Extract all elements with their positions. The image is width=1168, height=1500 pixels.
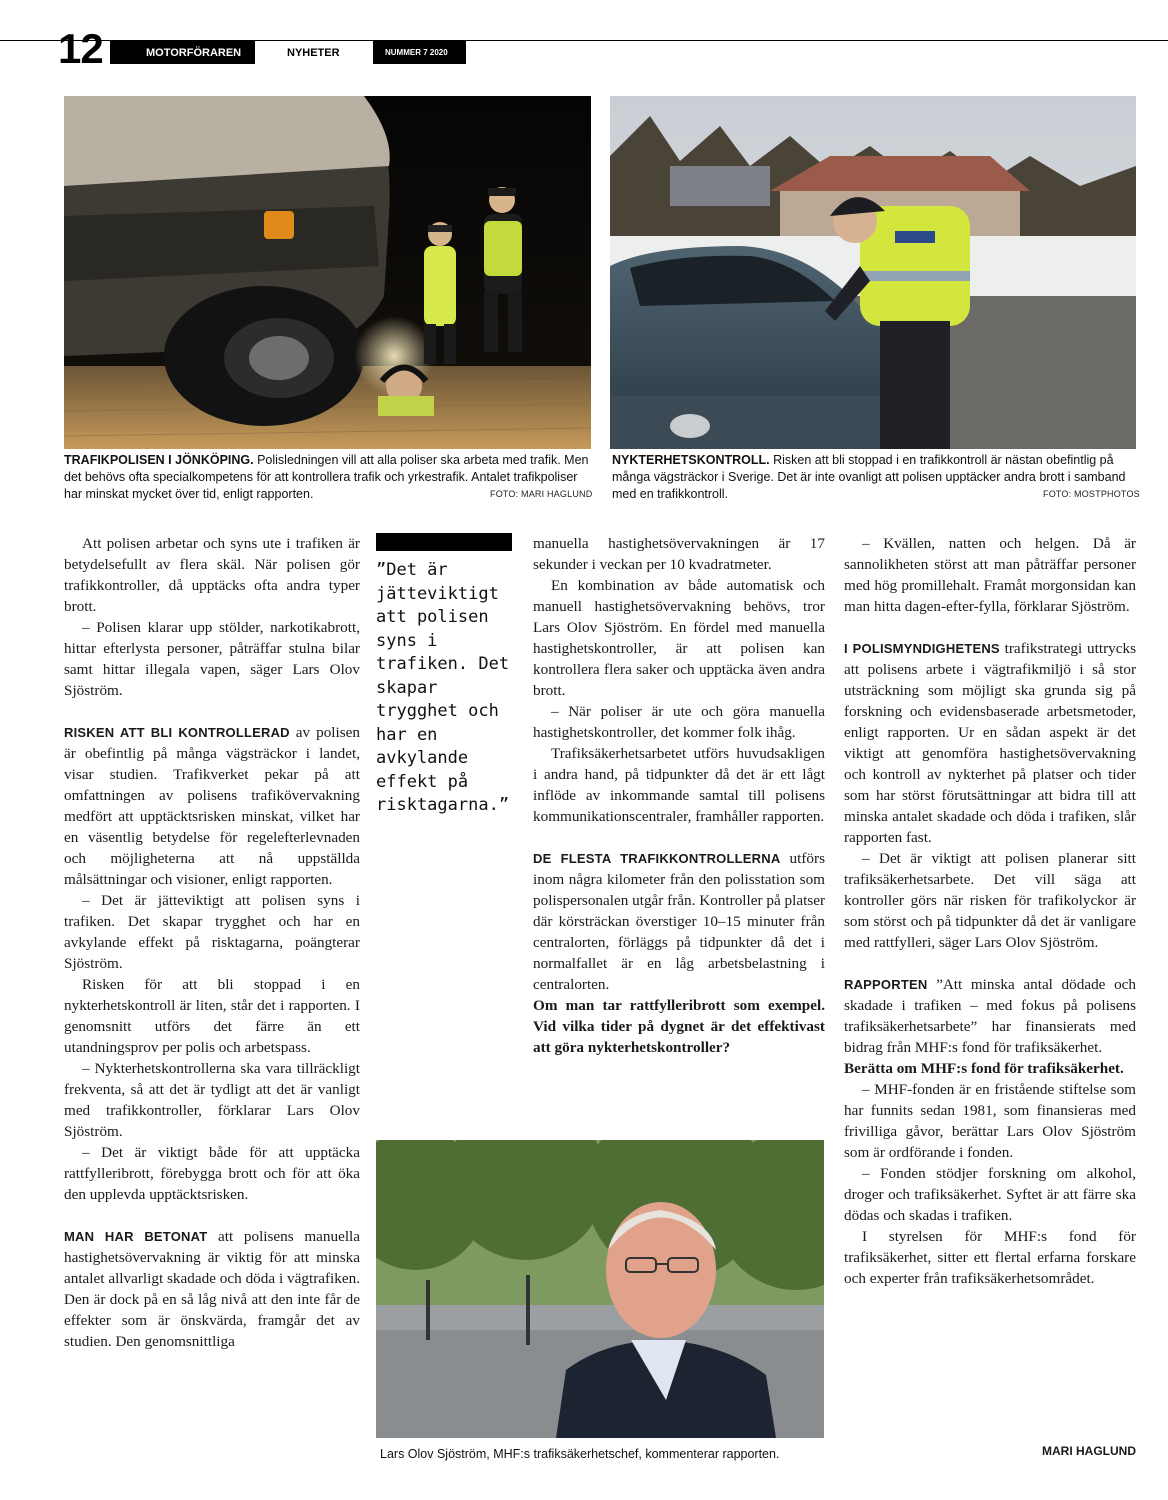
section-name: NYHETER (257, 41, 371, 64)
paragraph: – När poliser är ute och göra manuella hastighetskontroller, det kommer folk ihåg. (533, 703, 825, 741)
article-column-1 (64, 533, 360, 1352)
photo-caption-portrait: Lars Olov Sjöström, MHF:s trafiksäkerhetschef, kommenterar rapporten. (380, 1447, 780, 1461)
photo-credit-left: FOTO: MARI HAGLUND (490, 489, 593, 499)
paragraph: En kombination av både automatisk och manuell hastighetsövervakning behövs, tror Lars Olov Sjöström. En fördel med manuella hastighetskontroller, är att polisen kan kontrollera flera saker och upptäcka även andra brott. (533, 577, 825, 699)
paragraph-text: att polisens manuella hastighetsövervakning är viktig för att minska antalet allvarligt skadade och döda i vägtrafiken. Den är dock på en så låg nivå att den inte får de effekter som är önskvärda, framgår det av studien. Den genomsnittliga (64, 1228, 361, 1350)
paragraph: – Kvällen, natten och helgen. Då är sannolikheten störst att man påträffar personer med hög promillehalt. Framåt morgonsidan kan man hitta dagen-efter-fylla, förklarar Sjöström. (844, 535, 1136, 615)
photo-sobriety-check (610, 96, 1136, 449)
caption-text: Risken att bli stoppad i en trafikkontroll är nästan obefintlig på många vägsträckor i Sverige. Det är inte ovanligt att polisen upptäcker andra brott i samband med en trafikkontroll. (612, 453, 1126, 501)
paragraph: – Nykterhetskontrollerna ska vara tillräckligt frekventa, så att det är tydligt att det är vanligt med trafikkontroller, förklarar Lars Olov Sjöström. (64, 1060, 360, 1140)
pull-quote-bar (376, 533, 512, 551)
paragraph (64, 1226, 360, 1352)
issue-number: NUMMER 7 2020 (373, 41, 466, 64)
article-column-3 (533, 533, 825, 1058)
caption-text: Polisledningen vill att alla poliser ska arbeta med trafik. Men det behövs ofta specialkompetens för att kontrollera trafik och yrkestrafik. Antalet trafikpoliser har minskat mycket över tid, enligt rapporten. (64, 453, 589, 501)
pull-quote: ”Det är jätteviktigt att polisen syns i trafiken. Det skapar trygghet och har en avkylande effekt på risktagarna.” (376, 560, 510, 815)
subhead-lead: I POLISMYNDIGHETENS (844, 641, 1000, 656)
photo-credit-right: FOTO: MOSTPHOTOS (1043, 489, 1140, 499)
photo-portrait-sjostrom (376, 1140, 824, 1438)
paragraph-text: trafikstrategi uttrycks att polisens arbete i vägtrafikmiljö i så stor utsträckning som möjligt ska grunda sig på forskning och evidensbaserade arbetsmetoder, enligt rapporten. Ur en sådan aspekt är det viktigt att genomföra hastighetsövervakning och kontroll av nykterhet på platser och tider som har störst förutsättningar att bidra till att minska antalet skadade och döda i trafiken, slår rapporten fast. (844, 640, 1136, 846)
page-number: 12 (58, 25, 103, 72)
paragraph (844, 638, 1136, 848)
paragraph: – Det är viktigt både för att upptäcka rattfylleribrott, förebygga brott och för att öka den upplevda upptäcktsrisken. (64, 1144, 360, 1203)
interview-question: Berätta om MHF:s fond för trafiksäkerhet. (844, 1060, 1124, 1077)
subhead-lead: RISKEN ATT BLI KONTROLLERAD (64, 725, 290, 740)
paragraph (533, 848, 825, 995)
paragraph (844, 974, 1136, 1058)
paragraph: Risken för att bli stoppad i en nykterhetskontroll är liten, står det i rapporten. I genomsnitt utförs det färre än ett utandningsprov per polis och arbetspass. (64, 976, 360, 1056)
paragraph-text: ”Att minska antal dödade och skadade i trafiken – med fokus på polisens trafiksäkerhetsarbete” har finansierats med bidrag från MHF:s fond för trafiksäkerhet. (844, 976, 1136, 1056)
paragraph: Trafiksäkerhetsarbetet utförs huvudsakligen i andra hand, på tidpunkter då det är ett lågt inflöde av inkommande samtal till polisens kommunikationscentraler, framhåller rapporten. (533, 745, 825, 825)
paragraph-text: utförs inom några kilometer från den polisstation som polispersonalen utgår från. Kontroller på platser där körsträckan överstiger 10–15 minuter från centralorten, förläggs på tidpunkter då det i normalfallet är en låg arbetsbelastning i centralorten. (533, 850, 825, 993)
paragraph (64, 722, 360, 890)
article-column-4 (844, 533, 1136, 1289)
paragraph: – Fonden stödjer forskning om alkohol, droger och trafiksäkerhet. Syftet är att färre ska dödas och skadas i trafiken. (844, 1165, 1136, 1224)
subhead-lead: DE FLESTA TRAFIKKONTROLLERNA (533, 851, 781, 866)
paragraph: – Det är viktigt att polisen planerar sitt trafiksäkerhetsarbete. Det vill säga att kontroller görs när risken för trafikolyckor är som störst och på tidpunkter då det är vanligare med rattfylleri, säger Lars Olov Sjöström. (844, 850, 1136, 951)
byline: MARI HAGLUND (1042, 1444, 1136, 1458)
photo-traffic-police-jonkoping (64, 96, 591, 449)
paragraph: – Det är jätteviktigt att polisen syns i trafiken. Det skapar trygghet och har en avkylande effekt på risktagarna, poängterar Sjöström. (64, 892, 360, 972)
paragraph: manuella hastighetsövervakningen är 17 sekunder i veckan per 10 kvadratmeter. (533, 535, 825, 573)
caption-lead: NYKTERHETSKONTROLL. (612, 453, 770, 467)
paragraph: – MHF-fonden är en fristående stiftelse som har funnits sedan 1981, som finansieras med frivilliga gåvor, berättar Lars Olov Sjöström som är ordförande i fonden. (844, 1081, 1136, 1161)
interview-question: Om man tar rattfylleribrott som exempel. Vid vilka tider på dygnet är det effektivast att göra nykterhetskontroller? (533, 997, 825, 1056)
paragraph-text: av polisen är obefintlig på många vägsträckor i landet, visar studien. Trafikverket pekar på att omfattningen av polisens trafikövervakning medfört att upptäcktsrisken minskat, vilket har en väsentlig betydelse för regelefterlevnaden och möjligheterna att nå uppställda målsättningar och visioner, enligt rapporten. (64, 724, 360, 888)
caption-lead: TRAFIKPOLISEN I JÖNKÖPING. (64, 453, 254, 467)
publication-name: MOTORFÖRAREN (110, 41, 255, 64)
paragraph: – Polisen klarar upp stölder, narkotikabrott, hittar efterlysta personer, påträffar stulna bilar samt hittar illegala vapen, säger Lars Olov Sjöström. (64, 619, 360, 699)
paragraph: I styrelsen för MHF:s fond för trafiksäkerhet, sitter ett flertal erfarna forskare och experter från trafiksäkerhetsområdet. (844, 1228, 1136, 1287)
subhead-lead: MAN HAR BETONAT (64, 1229, 208, 1244)
paragraph: Att polisen arbetar och syns ute i trafiken är betydelsefullt av flera skäl. När polisen gör trafikkontroller, då upptäcks ofta andra typer brott. (64, 535, 360, 615)
subhead-lead: RAPPORTEN (844, 977, 928, 992)
